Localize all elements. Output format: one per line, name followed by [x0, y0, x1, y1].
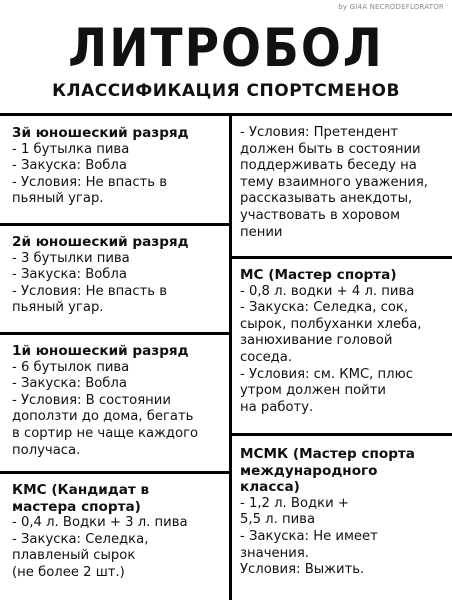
page-subtitle: КЛАССИФИКАЦИЯ СПОРТСМЕНОВ — [52, 81, 400, 101]
row-divider — [232, 433, 452, 436]
row-divider — [0, 471, 229, 474]
rank-card-1st-junior: 1й юношеский разряд - 6 бутылок пива - Закуска: Вобла - Условия: В состоянии доползти до дома, бегать в сортир не чаще каждого получаса. — [12, 343, 227, 469]
row-divider — [232, 256, 452, 259]
rank-card-3rd-junior: 3й юношеский разряд - 1 бутылка пива - Закуска: Вобла - Условия: Не впасть в пьяный угар. — [12, 125, 227, 220]
rank-card-kms-conditions: - Условия: Претендент должен быть в состоянии поддерживать беседу на тему взаимного уважения, рассказывать анекдоты, участвовать в хоровом пении — [240, 125, 428, 240]
rank-title: 1й юношеский разряд — [12, 343, 189, 359]
classification-grid — [0, 113, 452, 600]
watermark: by GI4A NECRODEFLORATOR — [338, 3, 444, 11]
rank-title: КМС (Кандидат в мастера спорта) — [12, 482, 150, 515]
rank-title: МСМК (Мастер спорта международного класса) — [240, 446, 415, 496]
rank-card-kms: КМС (Кандидат в мастера спорта) - 0,4 л. Водки + 3 л. пива - Закуска: Селедка, плавленый сырок (не более 2 шт.) — [12, 482, 227, 600]
page-title: ЛИТРОБОЛ — [68, 18, 384, 80]
rank-title: МС (Мастер спорта) — [240, 267, 397, 283]
rank-card-ms: МС (Мастер спорта) - 0,8 л. водки + 4 л. пива - Закуска: Селедка, сок, сырок, полбуханки хлеба, занюхивание головой соседа. - Условия: см. КМС, плюс утром должен пойти на работу. — [240, 267, 450, 431]
rank-title: 3й юношеский разряд — [12, 125, 189, 141]
rank-card-2nd-junior: 2й юношеский разряд - 3 бутылки пива - Закуска: Вобла - Условия: Не впасть в пьяный угар. — [12, 234, 227, 330]
rank-title: 2й юношеский разряд — [12, 234, 189, 250]
row-divider — [0, 223, 229, 226]
rank-card-msmk: МСМК (Мастер спорта международного класса) - 1,2 л. Водки + 5,5 л. пива - Закуска: Не имеет значения. Условия: Выжить. — [240, 446, 450, 600]
row-divider — [0, 332, 229, 335]
column-divider — [229, 116, 232, 600]
